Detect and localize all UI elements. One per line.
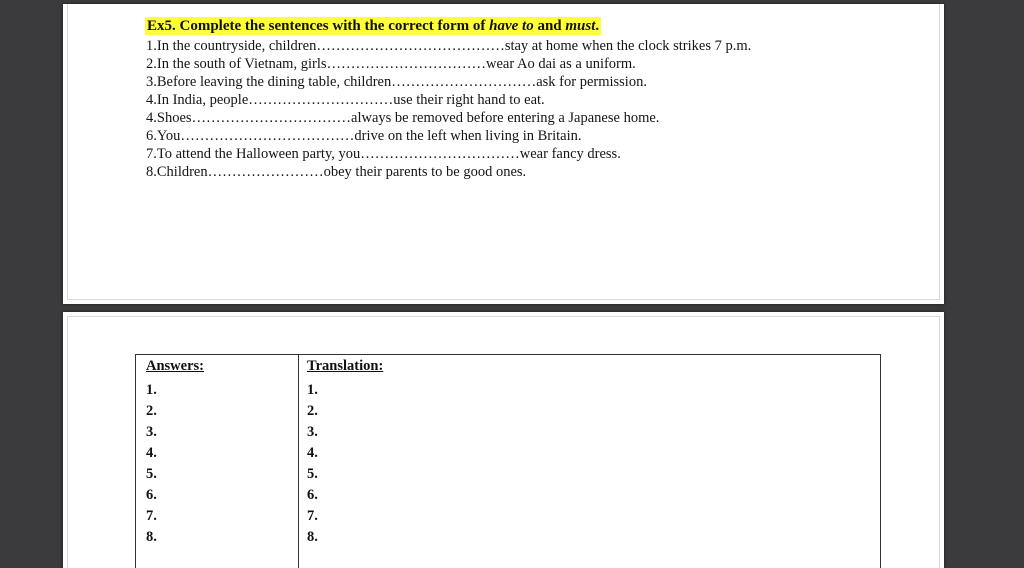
answer-number: 7. <box>146 508 157 524</box>
title-italic-must: must <box>565 18 596 34</box>
sentence-item: 7.To attend the Halloween party, you……………………………wear fancy dress. <box>146 146 621 162</box>
answer-number: 6. <box>146 487 157 503</box>
title-text-2: and <box>533 18 566 34</box>
translation-number: 7. <box>307 508 318 524</box>
sentence-item: 4.In India, people…………………………use their right hand to eat. <box>146 92 545 108</box>
answer-number: 5. <box>146 466 157 482</box>
answers-header: Answers: <box>146 358 204 374</box>
title-text-3: . <box>595 18 600 34</box>
sentence-item: 6.You………………………………drive on the left when living in Britain. <box>146 128 582 144</box>
answer-number: 3. <box>146 424 157 440</box>
translation-number-list <box>307 380 318 548</box>
translation-number: 5. <box>307 466 318 482</box>
sentence-item: 2.In the south of Vietnam, girls……………………………wear Ao dai as a uniform. <box>146 56 636 72</box>
translation-number: 3. <box>307 424 318 440</box>
translation-column <box>299 355 880 568</box>
answers-column <box>136 355 299 568</box>
exercise-title <box>145 17 601 35</box>
answer-number: 2. <box>146 403 157 419</box>
translation-number: 2. <box>307 403 318 419</box>
answer-number: 8. <box>146 529 157 545</box>
answers-number-list <box>146 380 157 548</box>
translation-header: Translation: <box>307 358 384 374</box>
translation-number: 4. <box>307 445 318 461</box>
translation-number: 1. <box>307 382 318 398</box>
translation-number: 8. <box>307 529 318 545</box>
answer-number: 1. <box>146 382 157 398</box>
sentence-item: 4.Shoes……………………………always be removed before entering a Japanese home. <box>146 110 660 126</box>
title-italic-have-to: have to <box>489 18 534 34</box>
title-text-1: Ex5. Complete the sentences with the correct form of <box>147 18 490 34</box>
answer-table <box>135 354 881 568</box>
document-page-2 <box>63 312 944 568</box>
sentence-item: 3.Before leaving the dining table, children…………………………ask for permission. <box>146 74 647 90</box>
translation-number: 6. <box>307 487 318 503</box>
sentence-list <box>146 37 751 181</box>
sentence-item: 1.In the countryside, children…………………………………stay at home when the clock strikes 7 p.m. <box>146 38 752 54</box>
answer-number: 4. <box>146 445 157 461</box>
sentence-item: 8.Children……………………obey their parents to be good ones. <box>146 164 527 180</box>
document-page-1 <box>63 4 944 304</box>
